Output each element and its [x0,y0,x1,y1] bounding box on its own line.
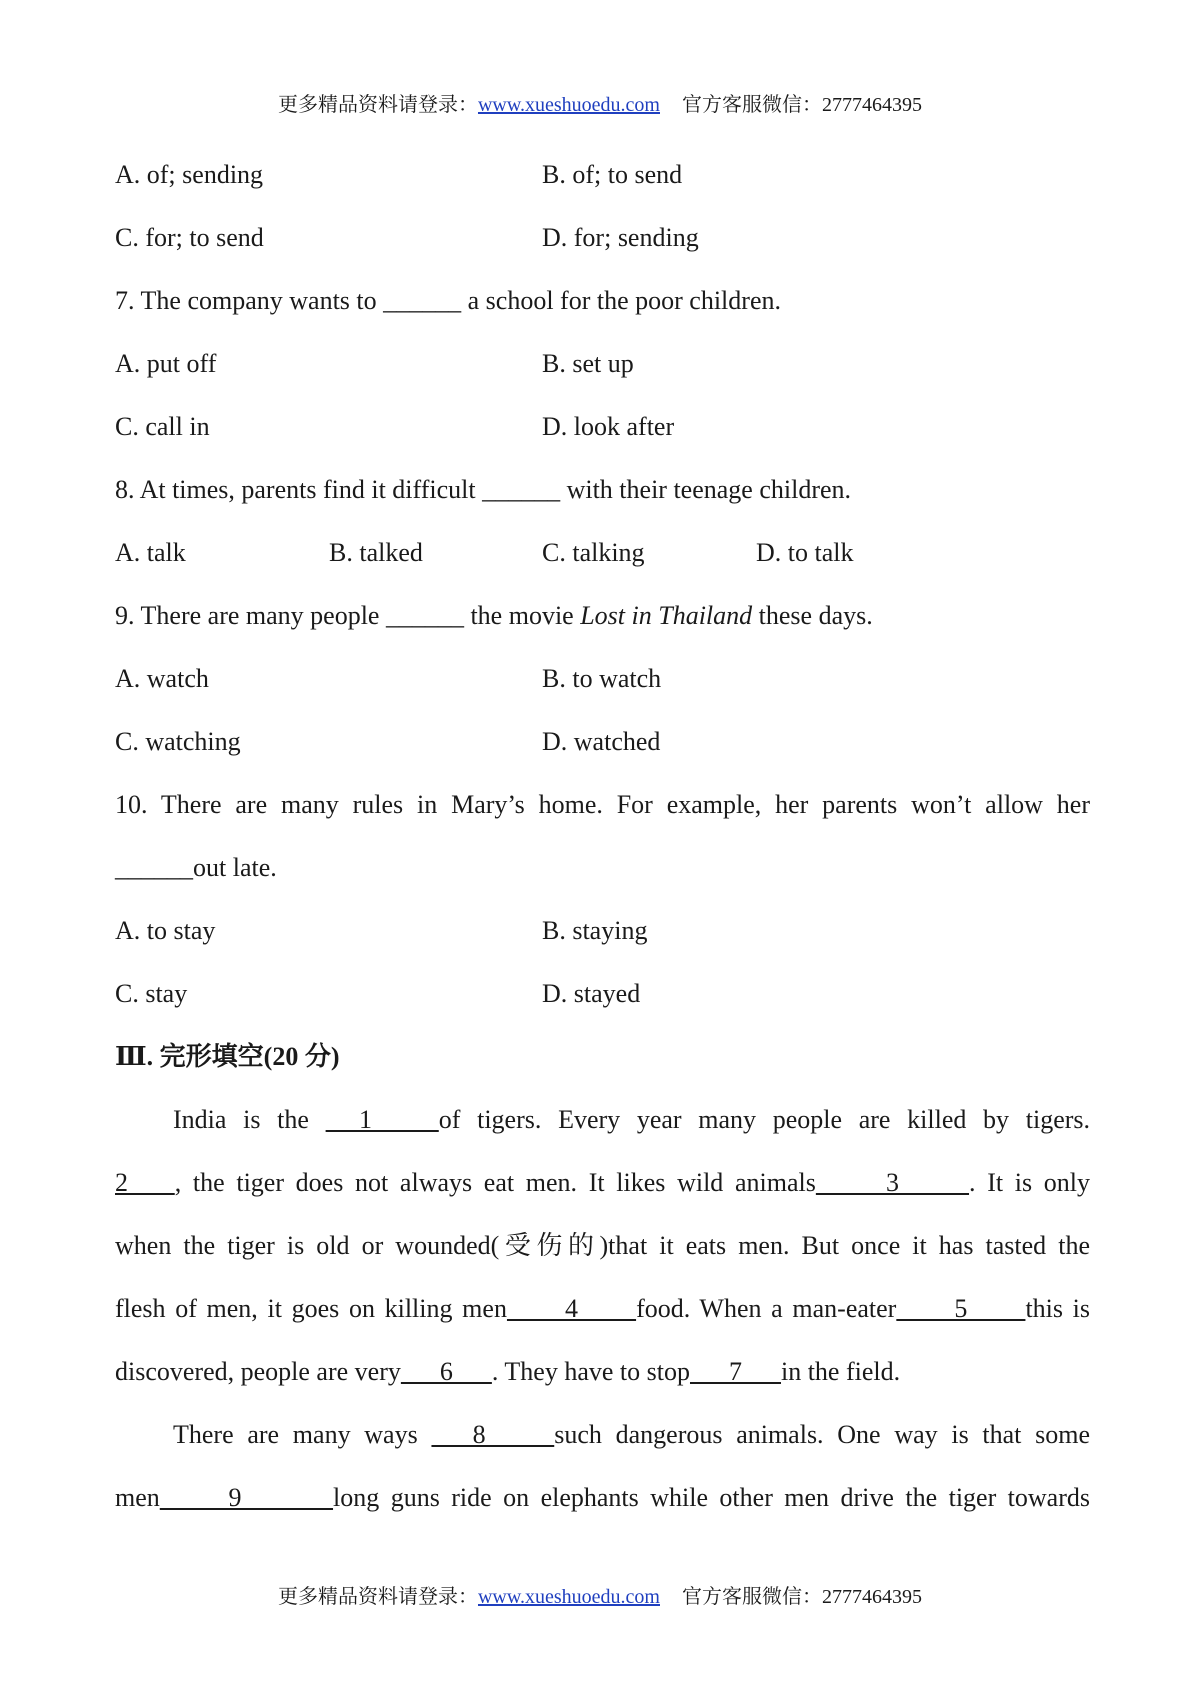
footer-url-link[interactable]: www.xueshuoedu.com [477,1586,660,1608]
blank-2: 2 [115,1168,175,1197]
q6-option-c: C. for; to send [115,223,264,252]
blank-4: 4 [506,1294,637,1323]
q8-option-b: B. talked [329,538,423,567]
q6-options-row1 [115,158,1090,192]
q9-option-c: C. watching [115,727,241,756]
passage-line-2 [115,1166,1090,1200]
q9-option-b: B. to watch [542,664,662,693]
q9-option-a: A. watch [115,664,209,693]
passage-text: such dangerous animals. One way is that some [554,1420,1091,1449]
passage-text: men [115,1483,160,1512]
q10-option-c: C. stay [115,979,188,1008]
q9-options-row1 [115,662,1090,696]
header-service: 官方客服微信：2777464395 [682,94,922,116]
q10-option-b: B. staying [542,916,648,945]
page-header [0,88,1200,117]
blank-1: 1 [325,1105,439,1134]
blank-6: 6 [400,1357,492,1386]
passage-text: flesh of men, it goes on killing men [115,1294,507,1323]
q9-options-row2 [115,725,1090,759]
passage-text: , the tiger does not always eat men. It likes wild animals [174,1168,816,1197]
footer-service: 官方客服微信：2777464395 [682,1586,922,1608]
header-url-link[interactable]: www.xueshuoedu.com [477,94,660,116]
blank-3: 3 [815,1168,970,1197]
page-footer [0,1580,1200,1609]
q8-options-row [115,536,1090,570]
q9-stem-pre: 9. There are many people ______ the movie [115,601,581,630]
q7-options-row1 [115,347,1090,381]
passage-text: this is [1025,1294,1091,1323]
passage-text: food. When a man-eater [636,1294,897,1323]
passage-line-4 [115,1292,1090,1326]
q10-option-d: D. stayed [542,979,641,1008]
passage-line-1 [115,1103,1090,1137]
q7-option-a: A. put off [115,349,217,378]
passage-line-7 [115,1481,1090,1515]
q6-option-b: B. of; to send [542,160,683,189]
blank-5: 5 [896,1294,1026,1323]
q7-option-c: C. call in [115,412,210,441]
q8-option-d: D. to talk [756,538,854,567]
q7-options-row2 [115,410,1090,444]
footer-prefix: 更多精品资料请登录： [277,1586,478,1608]
q9-movie-title: Lost in Thailand [580,601,753,630]
blank-7: 7 [689,1357,781,1386]
header-prefix: 更多精品资料请登录： [277,94,478,116]
section-3-title: Ⅲ. 完形填空(20 分) [115,1042,340,1071]
passage-text: . They have to stop [491,1357,690,1386]
q9-stem-post: these days. [752,601,873,630]
q6-option-a: A. of; sending [115,160,264,189]
q7-stem: 7. The company wants to ______ a school for the poor children. [115,286,781,315]
q8-option-c: C. talking [542,538,645,567]
passage-text: of tigers. Every year many people are killed by tigers. [438,1105,1091,1134]
q9-option-d: D. watched [542,727,661,756]
q9-stem [115,599,1090,633]
passage-text: There are many ways [173,1420,432,1449]
q7-option-b: B. set up [542,349,634,378]
q10-options-row1 [115,914,1090,948]
passage-line-5 [115,1355,1090,1389]
passage-line-6 [115,1418,1090,1452]
q6-options-row2 [115,221,1090,255]
passage-text: discovered, people are very [115,1357,401,1386]
passage-text: India is the [173,1105,326,1134]
q8-stem: 8. At times, parents find it difficult ______ with their teenage children. [115,475,852,504]
q10-options-row2 [115,977,1090,1011]
q6-option-d: D. for; sending [542,223,699,252]
q8-option-a: A. talk [115,538,186,567]
q10-stem-line1: 10. There are many rules in Mary’s home. For example, her parents won’t allow her [115,790,1090,819]
q10-option-a: A. to stay [115,916,216,945]
q10-stem-line2: ______out late. [115,853,277,882]
blank-9: 9 [159,1483,334,1512]
passage-line-3: when the tiger is old or wounded(受伤的)that it eats men. But once it has tasted the [115,1231,1090,1260]
q7-option-d: D. look after [542,412,675,441]
blank-8: 8 [431,1420,555,1449]
passage-text: . It is only [969,1168,1091,1197]
passage-text: long guns ride on elephants while other men drive the tiger towards [333,1483,1090,1512]
passage-text: in the field. [780,1357,901,1386]
